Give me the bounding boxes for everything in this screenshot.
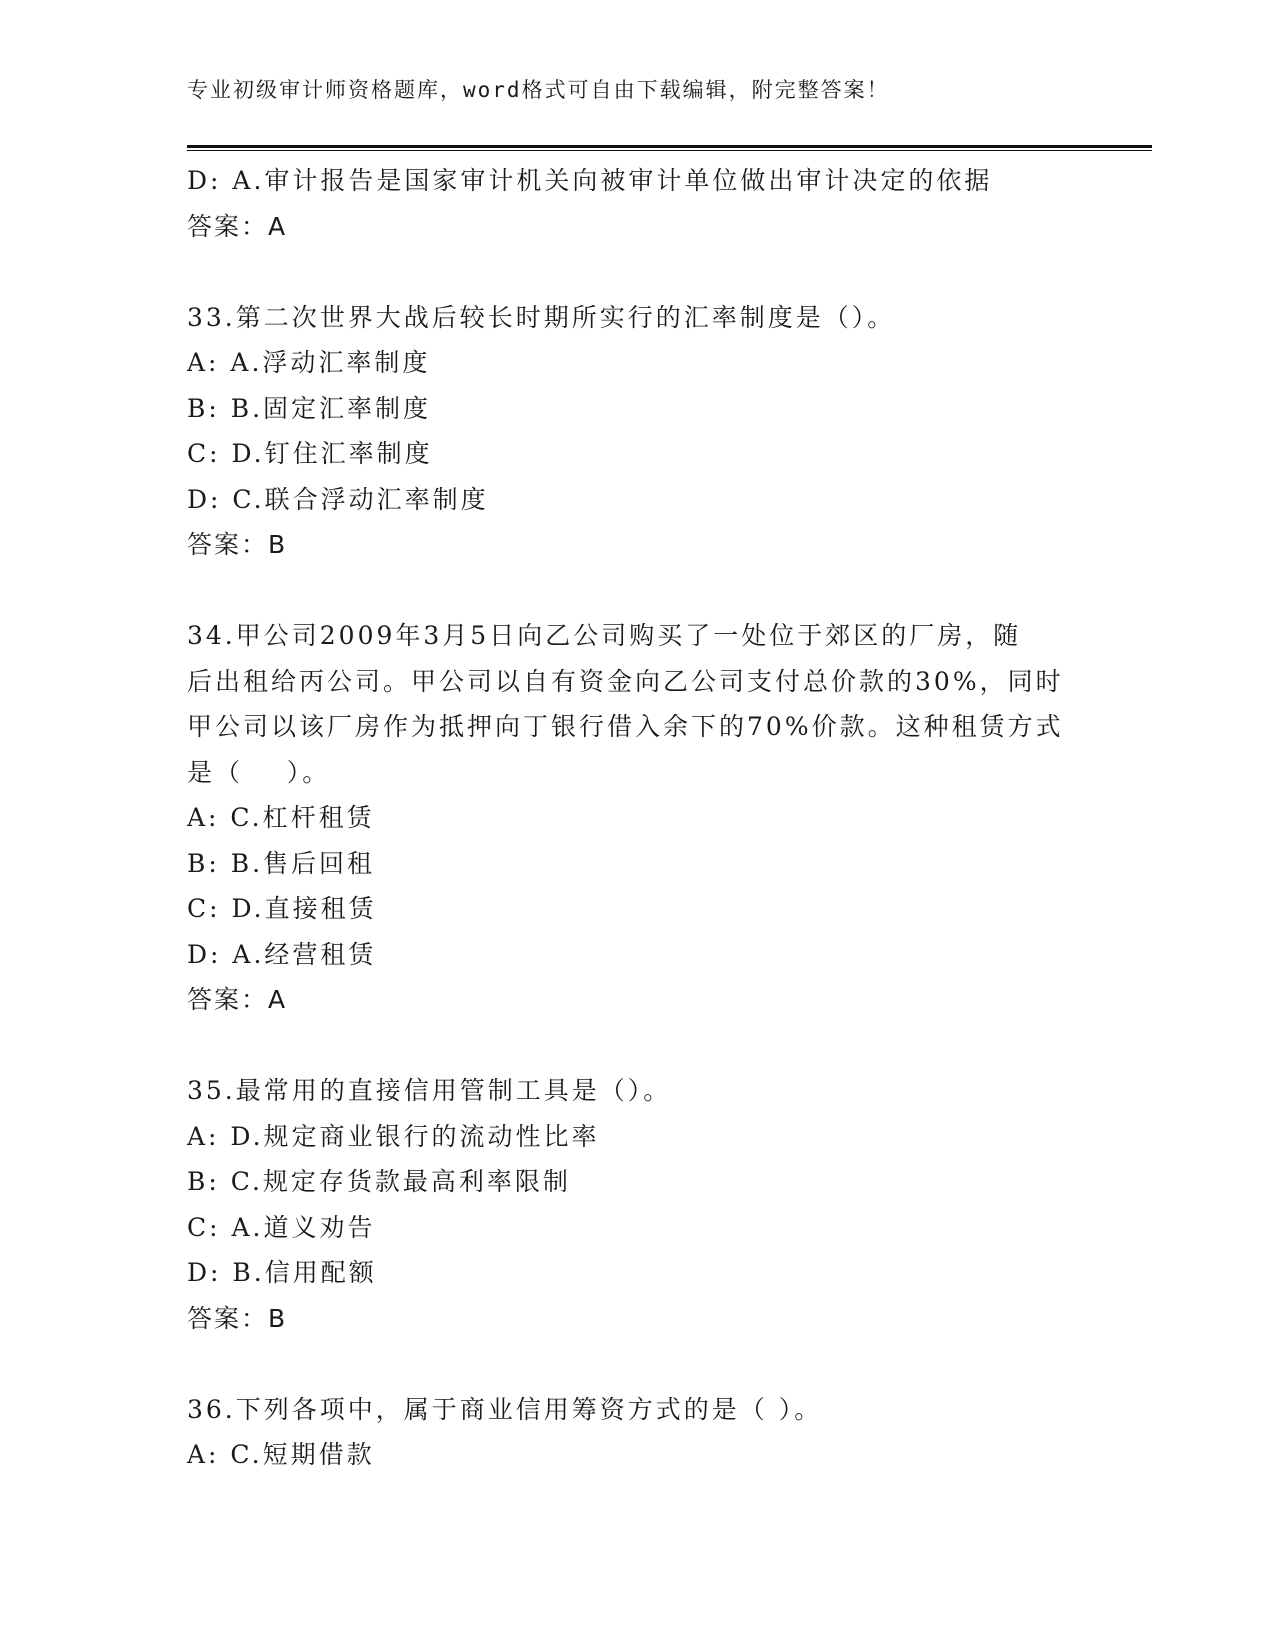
question-stem: 34.甲公司2009年3月5日向乙公司购买了一处位于郊区的厂房，随	[187, 621, 1022, 650]
question-36	[187, 1387, 1087, 1478]
question-list	[187, 158, 1087, 1478]
question-stem: 甲公司以该厂房作为抵押向丁银行借入余下的70%价款。这种租赁方式	[187, 712, 1064, 741]
question-stem: 后出租给丙公司。甲公司以自有资金向乙公司支付总价款的30%，同时	[187, 666, 1064, 696]
option-a: A: C.短期借款	[187, 1440, 375, 1469]
option-b: B: C.规定存货款最高利率限制	[187, 1167, 571, 1196]
option-d: D: B.信用配额	[187, 1258, 377, 1287]
option-b: B: B.售后回租	[187, 848, 376, 878]
question-stem: 33.第二次世界大战后较长时期所实行的汇率制度是（）。	[187, 302, 896, 332]
option-a: A: D.规定商业银行的流动性比率	[187, 1121, 600, 1151]
page-header: 专业初级审计师资格题库，word格式可自由下载编辑，附完整答案！	[187, 78, 890, 102]
option-b: B: B.固定汇率制度	[187, 393, 432, 423]
question-stem: 35.最常用的直接信用管制工具是（）。	[187, 1076, 672, 1105]
previous-option-d: D: A.审计报告是国家审计机关向被审计单位做出审计决定的依据	[187, 166, 993, 195]
spacer	[187, 1023, 1087, 1069]
answer: 答案：B	[187, 1303, 288, 1333]
option-d: D: C.联合浮动汇率制度	[187, 484, 489, 514]
spacer	[187, 1341, 1087, 1387]
spacer	[187, 249, 1087, 295]
option-a: A: A.浮动汇率制度	[187, 348, 431, 377]
answer: 答案：A	[187, 985, 288, 1014]
question-stem: 36.下列各项中，属于商业信用筹资方式的是（ ）。	[187, 1394, 823, 1424]
question-stem: 是（ ）。	[187, 757, 331, 787]
question-35	[187, 1068, 1087, 1341]
previous-answer: 答案：A	[187, 211, 288, 241]
option-c: C: D.直接租赁	[187, 894, 377, 923]
option-d: D: A.经营租赁	[187, 939, 377, 969]
spacer	[187, 568, 1087, 614]
answer: 答案：B	[187, 530, 288, 559]
option-c: C: D.钉住汇率制度	[187, 439, 433, 468]
option-a: A: C.杠杆租赁	[187, 803, 375, 832]
question-34	[187, 613, 1087, 1023]
option-c: C: A.道义劝告	[187, 1212, 376, 1242]
question-33	[187, 295, 1087, 568]
header-rule-thick	[187, 145, 1152, 148]
header-rule-thin	[187, 150, 1152, 151]
